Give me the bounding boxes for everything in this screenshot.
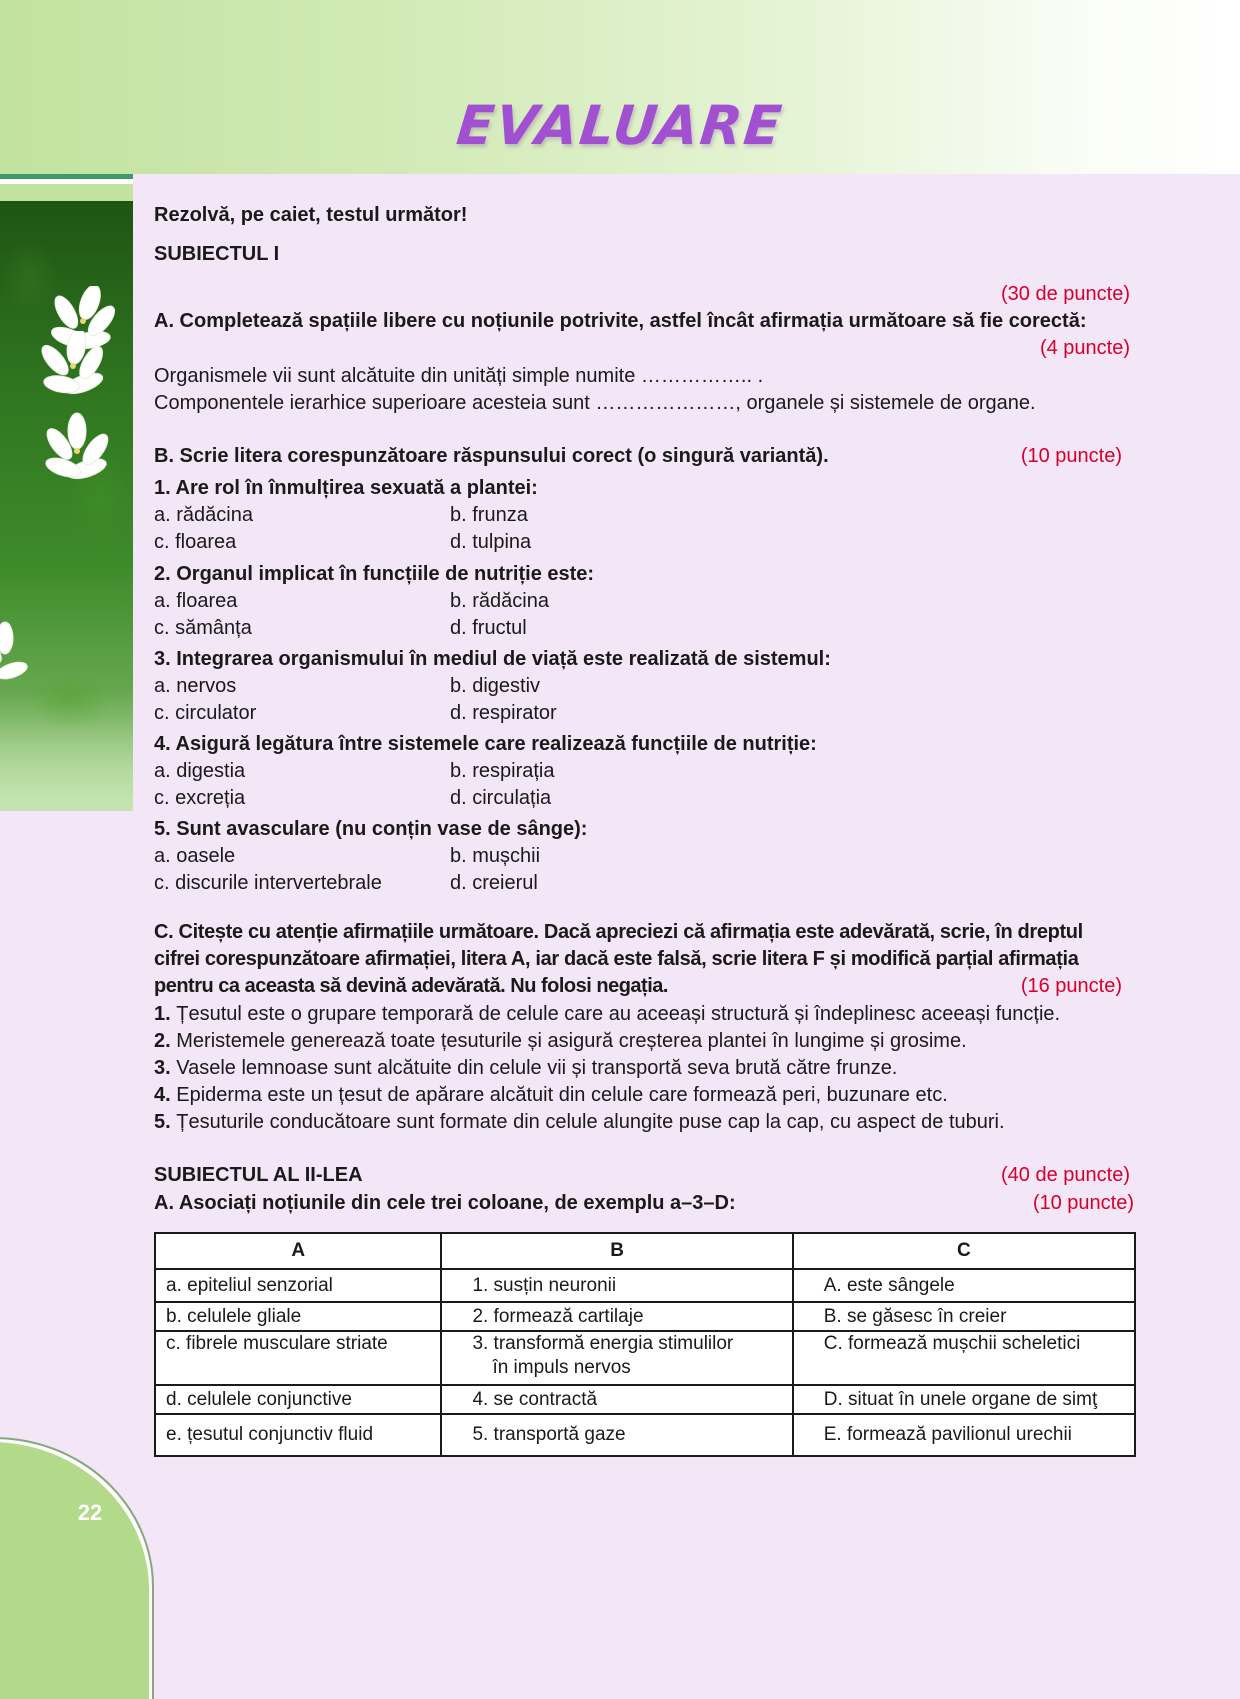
cell-c: B. se găsesc în creier [793, 1302, 1135, 1331]
part-c-instruction: pentru ca aceasta să devină adevărată. Nu folosi negația. [154, 975, 668, 997]
association-table [154, 1232, 1136, 1457]
cell-c: C. formează mușchii scheletici [793, 1331, 1135, 1385]
answer-option: d. tulpina [450, 531, 532, 553]
answer-option: b. rădăcina [450, 590, 549, 612]
table-header-row [155, 1233, 1135, 1269]
table-row [155, 1331, 1135, 1385]
cell-a: e. țesutul conjunctiv fluid [155, 1414, 441, 1456]
answer-option: c. circulator [154, 702, 257, 724]
cell-a: c. fibrele musculare striate [155, 1331, 441, 1385]
statement-text: Țesutul este o grupare temporară de celule care au aceeași structură și îndeplinesc aceeași funcție. [170, 1003, 1061, 1025]
flower-icon [32, 411, 122, 491]
cell-a: a. epiteliul senzorial [155, 1269, 441, 1302]
answer-option: b. respirația [450, 760, 555, 782]
answer-option: b. frunza [450, 504, 528, 526]
cell-b-line-2: în impuls nervos [492, 1357, 631, 1378]
answer-option: a. oasele [154, 845, 236, 867]
subject-1-points: (30 de puncte) [1001, 283, 1130, 305]
answer-option: d. circulația [450, 787, 552, 809]
statement-text: Vasele lemnoase sunt alcătuite din celule vii și transportă seva brută către frunze. [170, 1057, 898, 1079]
subject-2-part-a-points: (10 puncte) [1032, 1192, 1134, 1214]
statement-number: 1. [154, 1003, 171, 1025]
question: 3. Integrarea organismului în mediul de viață este realizată de sistemul: [154, 648, 831, 670]
cell-b: 2. formează cartilaje [441, 1302, 792, 1331]
answer-option: d. creierul [450, 872, 538, 894]
intro-instruction: Rezolvă, pe caiet, testul următor! [154, 204, 468, 226]
page-corner-decoration [0, 1437, 154, 1699]
flower-icon [28, 331, 118, 401]
answer-option: a. nervos [154, 675, 237, 697]
part-a-points: (4 puncte) [1039, 337, 1130, 359]
part-c-instruction: cifrei corespunzătoare afirmației, litera A, iar dacă este falsă, scrie litera F și modifică parțial afirmația [154, 948, 1079, 970]
column-header-a: A [155, 1233, 441, 1269]
subject-2-part-a-instruction: A. Asociați noțiunile din cele trei coloane, de exemplu a–3–D: [154, 1192, 736, 1214]
subject-1-title: SUBIECTUL I [154, 243, 280, 265]
answer-option: c. floarea [154, 531, 237, 553]
question: 4. Asigură legătura între sistemele care realizează funcțiile de nutriție: [154, 733, 817, 755]
statement [154, 1001, 1060, 1027]
statement-number: 5. [154, 1111, 171, 1133]
answer-option: d. fructul [450, 617, 527, 639]
table-row [155, 1302, 1135, 1331]
statement [154, 1082, 948, 1108]
cell-b: 1. susțin neuronii [441, 1269, 792, 1302]
statement [154, 1109, 1005, 1135]
page-title: EVALUARE [453, 94, 787, 157]
photo-fade [0, 691, 133, 811]
table-row [155, 1385, 1135, 1414]
statement-number: 4. [154, 1084, 171, 1106]
statement [154, 1028, 967, 1054]
subject-2-points: (40 de puncte) [1001, 1164, 1130, 1186]
cell-b-line: 3. transformă energia stimulilor [472, 1333, 734, 1354]
part-b-instruction: B. Scrie litera corespunzătoare răspunsului corect (o singură variantă). [154, 445, 829, 467]
cell-c: D. situat în unele organe de simţ [793, 1385, 1135, 1414]
decorative-stripe [0, 184, 133, 201]
statement [154, 1055, 897, 1081]
fill-in-line: Componentele ierarhice superioare acesteia sunt …………………, organele și sistemele de organe. [154, 392, 1036, 414]
page-number: 22 [77, 1500, 103, 1525]
statement-number: 2. [154, 1030, 171, 1052]
fill-in-line: Organismele vii sunt alcătuite din unități simple numite …………….. . [154, 365, 764, 387]
cell-a: d. celulele conjunctive [155, 1385, 441, 1414]
answer-option: c. excreția [154, 787, 246, 809]
answer-option: c. sămânța [154, 617, 252, 639]
cell-a: b. celulele gliale [155, 1302, 441, 1331]
flower-icon [0, 621, 40, 691]
statement-text: Meristemele generează toate țesuturile și asigură creșterea plantei în lungime și grosime. [170, 1030, 967, 1052]
cell-b: 5. transportă gaze [441, 1414, 792, 1456]
question: 1. Are rol în înmulțirea sexuată a plantei: [154, 477, 538, 499]
part-b-points: (10 puncte) [1020, 445, 1122, 467]
cell-c: E. formează pavilionul urechii [793, 1414, 1135, 1456]
answer-option: b. digestiv [450, 675, 541, 697]
answer-option: d. respirator [450, 702, 557, 724]
cell-b [441, 1331, 792, 1385]
answer-option: a. rădăcina [154, 504, 253, 526]
question: 5. Sunt avasculare (nu conțin vase de sânge): [154, 818, 588, 840]
column-header-c: C [793, 1233, 1135, 1269]
statement-text: Țesuturile conducătoare sunt formate din celule alungite puse cap la cap, cu aspect de tuburi. [170, 1111, 1005, 1133]
subject-2-title: SUBIECTUL AL II-LEA [154, 1164, 363, 1186]
table-row [155, 1414, 1135, 1456]
cell-c: A. este sângele [793, 1269, 1135, 1302]
part-c-points: (16 puncte) [1020, 975, 1122, 997]
answer-option: a. floarea [154, 590, 238, 612]
table-row [155, 1269, 1135, 1302]
part-c-instruction: C. Citește cu atenție afirmațiile următoare. Dacă apreciezi că afirmația este adevărată, scrie, în dreptul [154, 921, 1083, 943]
column-header-b: B [441, 1233, 792, 1269]
answer-option: b. mușchii [450, 845, 541, 867]
cell-b: 4. se contractă [441, 1385, 792, 1414]
part-a-instruction: A. Completează spațiile libere cu noțiunile potrivite, astfel încât afirmația următoare să fie corectă: [154, 310, 1087, 332]
statement-text: Epiderma este un țesut de apărare alcătuit din celule care formează peri, buzunare etc. [170, 1084, 948, 1106]
question: 2. Organul implicat în funcțiile de nutriție este: [154, 563, 595, 585]
statement-number: 3. [154, 1057, 171, 1079]
jasmine-flowers-photo [0, 201, 133, 811]
answer-option: a. digestia [154, 760, 246, 782]
answer-option: c. discurile intervertebrale [154, 872, 382, 894]
